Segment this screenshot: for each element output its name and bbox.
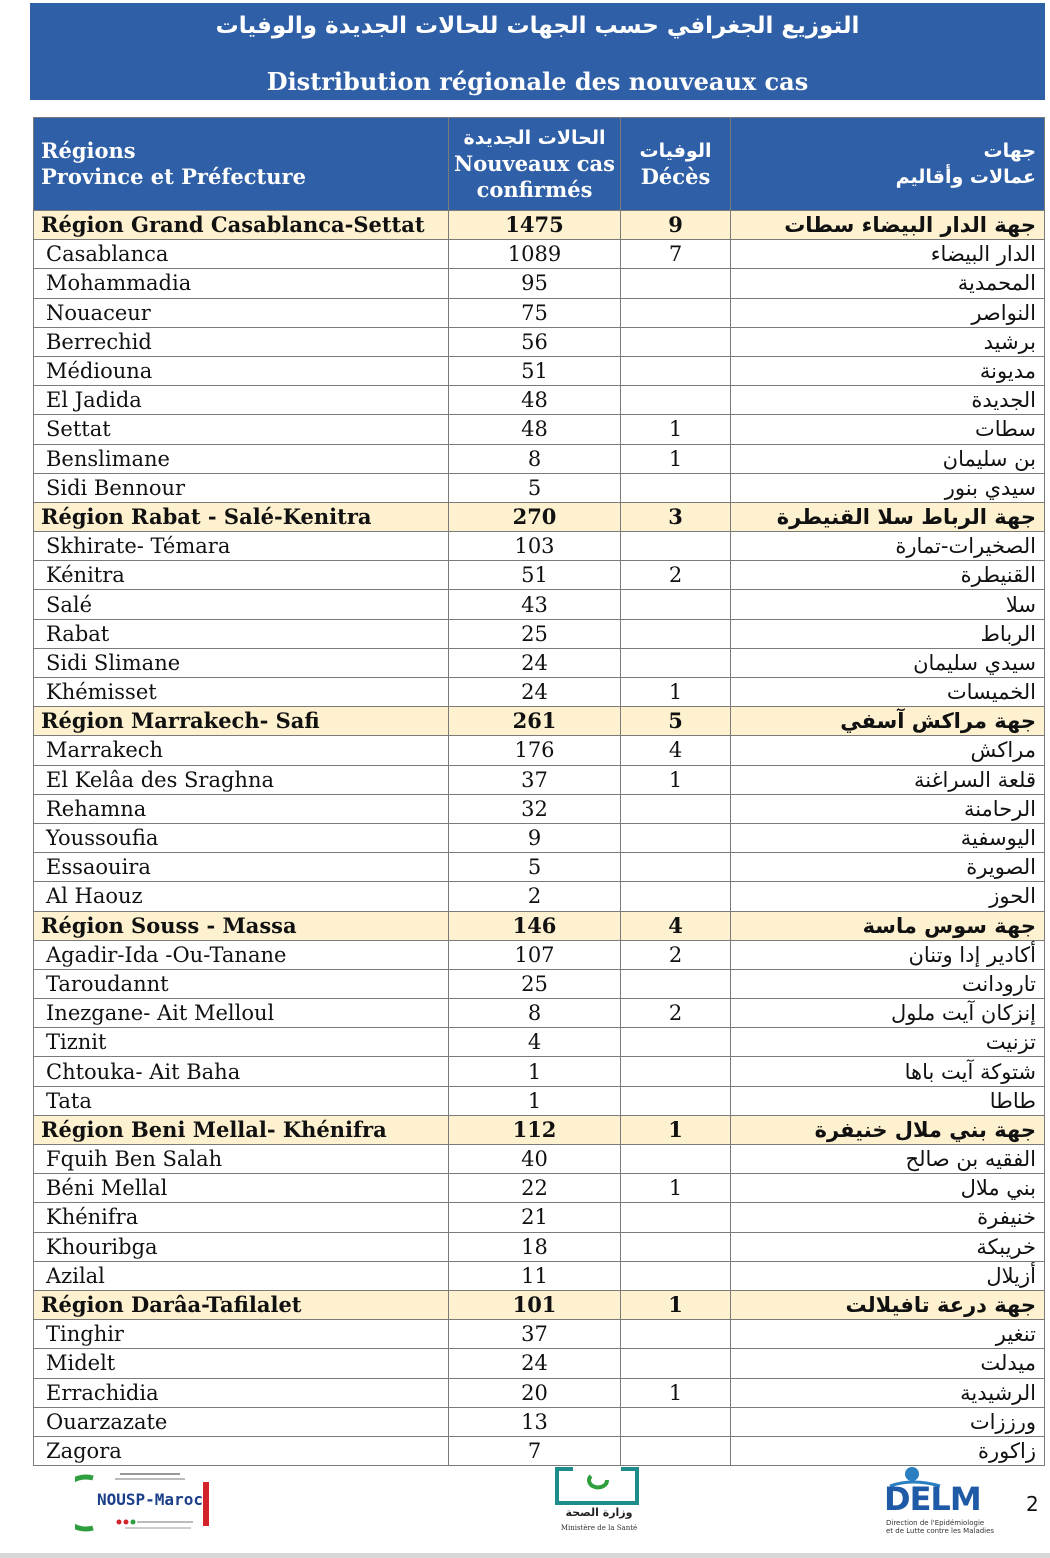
new-cases-cell: 5 — [449, 473, 621, 502]
arabic-name-cell: الحوز — [731, 882, 1045, 911]
table-row — [34, 1057, 1045, 1086]
new-cases-cell: 21 — [449, 1203, 621, 1232]
arabic-name-cell: النواصر — [731, 298, 1045, 327]
table-row — [34, 969, 1045, 998]
arabic-name-cell: الفقيه بن صالح — [731, 1145, 1045, 1174]
table-row — [34, 648, 1045, 677]
arabic-name-cell: طاطا — [731, 1086, 1045, 1115]
deaths-cell: 3 — [621, 502, 731, 531]
arabic-name-cell: تنغير — [731, 1320, 1045, 1349]
new-cases-cell: 51 — [449, 561, 621, 590]
region-row — [34, 211, 1045, 240]
table-row — [34, 940, 1045, 969]
place-name-cell: Khouribga — [34, 1232, 449, 1261]
deaths-cell — [621, 882, 731, 911]
new-cases-cell: 40 — [449, 1145, 621, 1174]
table-row — [34, 999, 1045, 1028]
place-name-cell: Zagora — [34, 1436, 449, 1465]
table-row — [34, 356, 1045, 385]
deaths-cell — [621, 1057, 731, 1086]
place-name-cell: Azilal — [34, 1261, 449, 1290]
new-cases-cell: 13 — [449, 1407, 621, 1436]
arabic-name-cell: الخميسات — [731, 678, 1045, 707]
header-deaths-fr: Décès — [640, 164, 711, 189]
place-name-cell: Khémisset — [34, 678, 449, 707]
deaths-cell: 1 — [621, 1290, 731, 1319]
place-name-cell: Al Haouz — [34, 882, 449, 911]
region-row — [34, 707, 1045, 736]
table-row — [34, 794, 1045, 823]
deaths-cell — [621, 532, 731, 561]
deaths-cell — [621, 1203, 731, 1232]
table-row — [34, 532, 1045, 561]
place-name-cell: Sidi Bennour — [34, 473, 449, 502]
arabic-name-cell: إنزكان آيت ملول — [731, 999, 1045, 1028]
arabic-name-cell: خريبكة — [731, 1232, 1045, 1261]
place-name-cell: Béni Mellal — [34, 1174, 449, 1203]
new-cases-cell: 32 — [449, 794, 621, 823]
new-cases-cell: 1 — [449, 1086, 621, 1115]
table-row — [34, 736, 1045, 765]
table-row — [34, 1261, 1045, 1290]
place-name-cell: Errachidia — [34, 1378, 449, 1407]
deaths-cell — [621, 1232, 731, 1261]
arabic-name-cell: جهة درعة تافيلالت — [731, 1290, 1045, 1319]
table-row — [34, 765, 1045, 794]
arabic-name-cell: الرباط — [731, 619, 1045, 648]
new-cases-cell: 8 — [449, 999, 621, 1028]
new-cases-cell: 107 — [449, 940, 621, 969]
header-new-cases-fr1: Nouveaux cas — [454, 151, 615, 176]
new-cases-cell: 18 — [449, 1232, 621, 1261]
arabic-name-cell: قلعة السراغنة — [731, 765, 1045, 794]
new-cases-cell: 1 — [449, 1057, 621, 1086]
place-name-cell: Rehamna — [34, 794, 449, 823]
deaths-cell — [621, 1261, 731, 1290]
region-row — [34, 502, 1045, 531]
header-new-cases — [449, 118, 621, 211]
table-row — [34, 1378, 1045, 1407]
new-cases-cell: 75 — [449, 298, 621, 327]
header-arabic-regions — [731, 118, 1045, 211]
arabic-name-cell: خنيفرة — [731, 1203, 1045, 1232]
place-name-cell: Agadir-Ida -Ou-Tanane — [34, 940, 449, 969]
new-cases-cell: 48 — [449, 415, 621, 444]
place-name-cell: Benslimane — [34, 444, 449, 473]
deaths-cell: 1 — [621, 1115, 731, 1144]
place-name-cell: Youssoufia — [34, 823, 449, 852]
place-name-cell: Midelt — [34, 1349, 449, 1378]
header-regions-line2: Province et Préfecture — [41, 164, 306, 189]
place-name-cell: Région Darâa-Tafilalet — [34, 1290, 449, 1319]
new-cases-cell: 4 — [449, 1028, 621, 1057]
arabic-name-cell: جهة سوس ماسة — [731, 911, 1045, 940]
new-cases-cell: 8 — [449, 444, 621, 473]
deaths-cell: 1 — [621, 444, 731, 473]
place-name-cell: El Kelâa des Sraghna — [34, 765, 449, 794]
place-name-cell: Khénifra — [34, 1203, 449, 1232]
place-name-cell: Région Beni Mellal- Khénifra — [34, 1115, 449, 1144]
place-name-cell: Sidi Slimane — [34, 648, 449, 677]
place-name-cell: Région Rabat - Salé-Kenitra — [34, 502, 449, 531]
new-cases-cell: 112 — [449, 1115, 621, 1144]
table-row — [34, 415, 1045, 444]
table-row — [34, 882, 1045, 911]
delm-subtitle-2: et de Lutte contre les Maladies — [886, 1527, 995, 1535]
deaths-cell — [621, 648, 731, 677]
table-row — [34, 1145, 1045, 1174]
place-name-cell: Skhirate- Témara — [34, 532, 449, 561]
place-name-cell: Tata — [34, 1086, 449, 1115]
arabic-name-cell: الرحامنة — [731, 794, 1045, 823]
place-name-cell: Casablanca — [34, 240, 449, 269]
table-row — [34, 823, 1045, 852]
place-name-cell: Kénitra — [34, 561, 449, 590]
new-cases-cell: 37 — [449, 765, 621, 794]
deaths-cell — [621, 1436, 731, 1465]
regional-distribution-table — [33, 117, 1045, 1466]
title-arabic: التوزيع الجغرافي حسب الجهات للحالات الجديدة والوفيات — [215, 13, 860, 39]
table-row — [34, 327, 1045, 356]
new-cases-cell: 24 — [449, 678, 621, 707]
new-cases-cell: 101 — [449, 1290, 621, 1319]
place-name-cell: Ouarzazate — [34, 1407, 449, 1436]
place-name-cell: Salé — [34, 590, 449, 619]
table-row — [34, 678, 1045, 707]
region-row — [34, 911, 1045, 940]
deaths-cell: 1 — [621, 1378, 731, 1407]
deaths-cell: 4 — [621, 911, 731, 940]
new-cases-cell: 146 — [449, 911, 621, 940]
deaths-cell: 2 — [621, 999, 731, 1028]
table-row — [34, 1086, 1045, 1115]
deaths-cell: 1 — [621, 1174, 731, 1203]
place-name-cell: Région Marrakech- Safi — [34, 707, 449, 736]
header-new-cases-ar: الحالات الجديدة — [463, 127, 606, 149]
new-cases-cell: 25 — [449, 969, 621, 998]
header-deaths-ar: الوفيات — [639, 140, 712, 162]
new-cases-cell: 5 — [449, 853, 621, 882]
new-cases-cell: 176 — [449, 736, 621, 765]
deaths-cell: 9 — [621, 211, 731, 240]
footer-logos — [0, 1466, 1050, 1558]
new-cases-cell: 51 — [449, 356, 621, 385]
arabic-name-cell: أزيلال — [731, 1261, 1045, 1290]
deaths-cell: 7 — [621, 240, 731, 269]
new-cases-cell: 20 — [449, 1378, 621, 1407]
place-name-cell: Région Grand Casablanca-Settat — [34, 211, 449, 240]
arabic-name-cell: تزنيت — [731, 1028, 1045, 1057]
new-cases-cell: 24 — [449, 1349, 621, 1378]
header-regions — [34, 118, 449, 211]
region-row — [34, 1290, 1045, 1319]
arabic-name-cell: جهة الدار البيضاء سطات — [731, 211, 1045, 240]
arabic-name-cell: القنيطرة — [731, 561, 1045, 590]
arabic-name-cell: بني ملال — [731, 1174, 1045, 1203]
deaths-cell — [621, 1028, 731, 1057]
arabic-name-cell: اليوسفية — [731, 823, 1045, 852]
deaths-cell — [621, 619, 731, 648]
arabic-name-cell: الصويرة — [731, 853, 1045, 882]
header-arabic-regions-line1: جهات — [983, 140, 1036, 162]
arabic-name-cell: زاكورة — [731, 1436, 1045, 1465]
delm-subtitle-1: Direction de l'Epidémiologie — [886, 1519, 985, 1527]
ministry-name-ar: وزارة الصحة — [565, 1506, 633, 1519]
place-name-cell: Tiznit — [34, 1028, 449, 1057]
arabic-name-cell: سيدي سليمان — [731, 648, 1045, 677]
place-name-cell: Tinghir — [34, 1320, 449, 1349]
new-cases-cell: 56 — [449, 327, 621, 356]
table-row — [34, 1232, 1045, 1261]
table-row — [34, 1028, 1045, 1057]
table-row — [34, 619, 1045, 648]
arabic-name-cell: سلا — [731, 590, 1045, 619]
deaths-cell — [621, 327, 731, 356]
new-cases-cell: 7 — [449, 1436, 621, 1465]
deaths-cell — [621, 356, 731, 385]
table-row — [34, 561, 1045, 590]
table-row — [34, 1436, 1045, 1465]
table-row — [34, 1349, 1045, 1378]
ministry-emblem-icon — [553, 1466, 645, 1510]
new-cases-cell: 2 — [449, 882, 621, 911]
arabic-name-cell: مديونة — [731, 356, 1045, 385]
table-row — [34, 269, 1045, 298]
arabic-name-cell: ميدلت — [731, 1349, 1045, 1378]
place-name-cell: Médiouna — [34, 356, 449, 385]
place-name-cell: Nouaceur — [34, 298, 449, 327]
arabic-name-cell: برشيد — [731, 327, 1045, 356]
new-cases-cell: 95 — [449, 269, 621, 298]
header-arabic-regions-line2: عمالات وأقاليم — [895, 166, 1036, 188]
table-row — [34, 590, 1045, 619]
deaths-cell — [621, 386, 731, 415]
table-row — [34, 1203, 1045, 1232]
deaths-cell: 2 — [621, 561, 731, 590]
arabic-name-cell: مراكش — [731, 736, 1045, 765]
place-name-cell: Chtouka- Ait Baha — [34, 1057, 449, 1086]
table-body — [34, 211, 1045, 1466]
table-row — [34, 1407, 1045, 1436]
place-name-cell: Settat — [34, 415, 449, 444]
arabic-name-cell: المحمدية — [731, 269, 1045, 298]
deaths-cell — [621, 853, 731, 882]
bottom-scrollbar — [0, 1553, 1050, 1558]
new-cases-cell: 25 — [449, 619, 621, 648]
arabic-name-cell: جهة بني ملال خنيفرة — [731, 1115, 1045, 1144]
ministry-name-fr: Ministère de la Santé — [560, 1524, 638, 1532]
table-row — [34, 1174, 1045, 1203]
place-name-cell: Fquih Ben Salah — [34, 1145, 449, 1174]
place-name-cell: Mohammadia — [34, 269, 449, 298]
title-french: Distribution régionale des nouveaux cas — [266, 67, 809, 96]
table-row — [34, 853, 1045, 882]
deaths-cell — [621, 269, 731, 298]
table-row — [34, 386, 1045, 415]
page-number: 2 — [1026, 1492, 1039, 1516]
table-row — [34, 298, 1045, 327]
header-regions-line1: Régions — [41, 138, 136, 163]
table-row — [34, 444, 1045, 473]
new-cases-cell: 48 — [449, 386, 621, 415]
deaths-cell: 4 — [621, 736, 731, 765]
arabic-name-cell: سطات — [731, 415, 1045, 444]
arabic-name-cell: شتوكة آيت باها — [731, 1057, 1045, 1086]
new-cases-cell: 22 — [449, 1174, 621, 1203]
place-name-cell: Inezgane- Ait Melloul — [34, 999, 449, 1028]
deaths-cell — [621, 590, 731, 619]
new-cases-cell: 9 — [449, 823, 621, 852]
deaths-cell — [621, 1407, 731, 1436]
new-cases-cell: 43 — [449, 590, 621, 619]
delm-label: DELM — [884, 1480, 981, 1518]
deaths-cell: 1 — [621, 415, 731, 444]
header-deaths — [621, 118, 731, 211]
table-header — [34, 118, 1045, 211]
deaths-cell: 1 — [621, 765, 731, 794]
nousp-label: NOUSP-Maroc — [97, 1490, 203, 1509]
place-name-cell: Taroudannt — [34, 969, 449, 998]
place-name-cell: Région Souss - Massa — [34, 911, 449, 940]
deaths-cell — [621, 473, 731, 502]
new-cases-cell: 1089 — [449, 240, 621, 269]
arabic-name-cell: الجديدة — [731, 386, 1045, 415]
table-row — [34, 1320, 1045, 1349]
new-cases-cell: 103 — [449, 532, 621, 561]
table-row — [34, 473, 1045, 502]
deaths-cell — [621, 1320, 731, 1349]
delm-logo — [880, 1466, 995, 1536]
deaths-cell — [621, 1349, 731, 1378]
arabic-name-cell: تارودانت — [731, 969, 1045, 998]
deaths-cell — [621, 794, 731, 823]
arabic-name-cell: بن سليمان — [731, 444, 1045, 473]
region-row — [34, 1115, 1045, 1144]
arabic-name-cell: الرشيدية — [731, 1378, 1045, 1407]
arabic-name-cell: الدار البيضاء — [731, 240, 1045, 269]
new-cases-cell: 270 — [449, 502, 621, 531]
arabic-name-cell: جهة الرباط سلا القنيطرة — [731, 502, 1045, 531]
new-cases-cell: 1475 — [449, 211, 621, 240]
title-banner — [30, 3, 1045, 100]
place-name-cell: Rabat — [34, 619, 449, 648]
deaths-cell — [621, 969, 731, 998]
arabic-name-cell: سيدي بنور — [731, 473, 1045, 502]
deaths-cell — [621, 823, 731, 852]
deaths-cell — [621, 298, 731, 327]
deaths-cell: 5 — [621, 707, 731, 736]
nousp-logo — [75, 1470, 215, 1534]
place-name-cell: Marrakech — [34, 736, 449, 765]
new-cases-cell: 24 — [449, 648, 621, 677]
new-cases-cell: 37 — [449, 1320, 621, 1349]
deaths-cell: 2 — [621, 940, 731, 969]
place-name-cell: Berrechid — [34, 327, 449, 356]
deaths-cell — [621, 1086, 731, 1115]
header-new-cases-fr2: confirmés — [476, 177, 593, 202]
deaths-cell: 1 — [621, 678, 731, 707]
deaths-cell — [621, 1145, 731, 1174]
arabic-name-cell: أكادير إدا وتنان — [731, 940, 1045, 969]
new-cases-cell: 261 — [449, 707, 621, 736]
table-row — [34, 240, 1045, 269]
arabic-name-cell: ورززات — [731, 1407, 1045, 1436]
place-name-cell: El Jadida — [34, 386, 449, 415]
new-cases-cell: 11 — [449, 1261, 621, 1290]
arabic-name-cell: جهة مراكش آسفي — [731, 707, 1045, 736]
place-name-cell: Essaouira — [34, 853, 449, 882]
ministry-logo — [553, 1466, 645, 1536]
arabic-name-cell: الصخيرات-تمارة — [731, 532, 1045, 561]
